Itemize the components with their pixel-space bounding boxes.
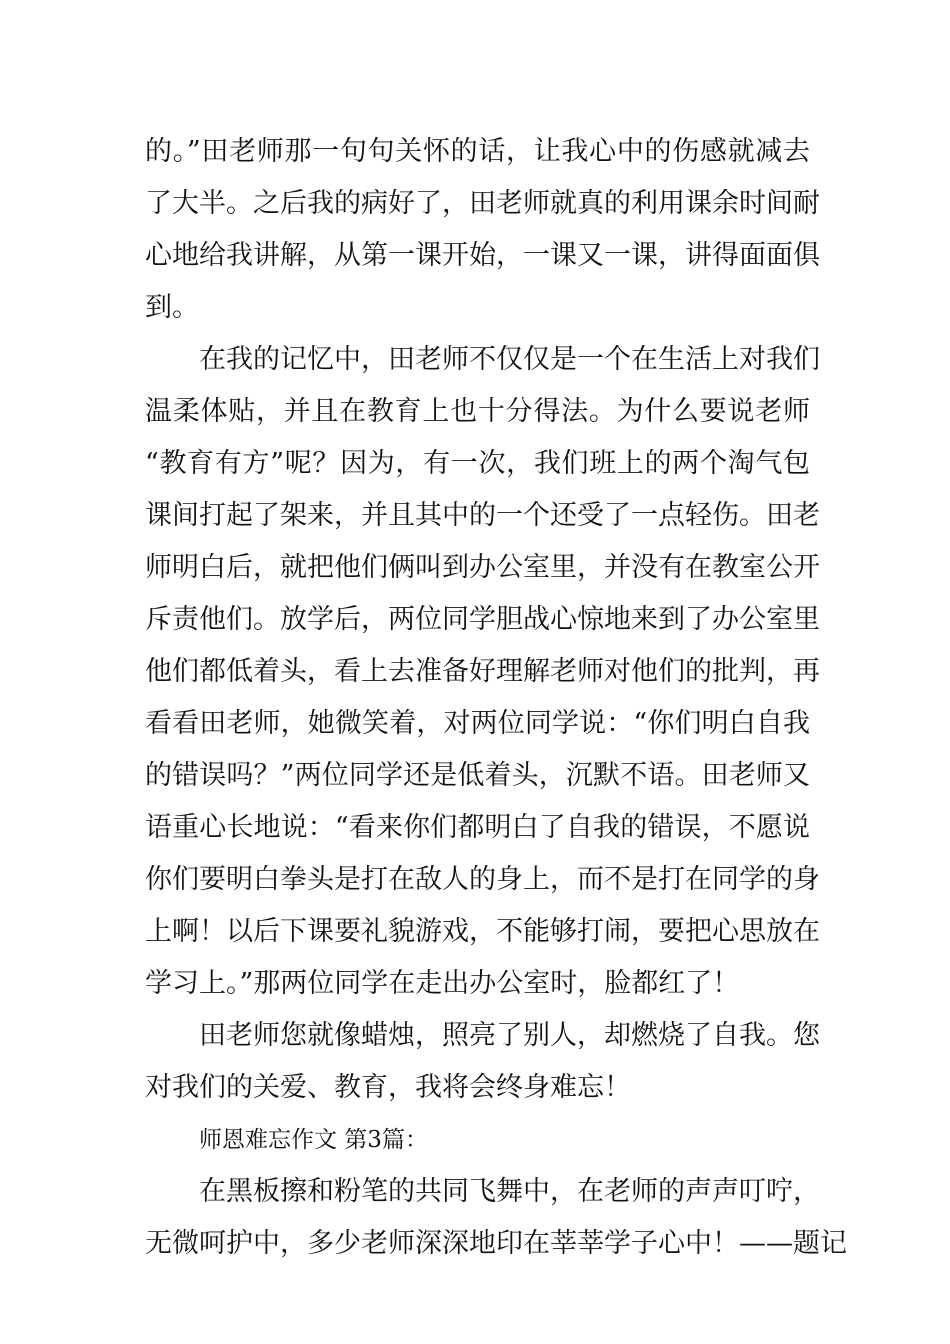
section-heading-text: 师恩难忘作文 第3篇： <box>199 1127 428 1153</box>
document-body <box>145 126 847 1270</box>
text-line: 心地给我讲解，从第一课开始，一课又一课，讲得面面俱 <box>145 240 820 271</box>
text-line: 在我的记忆中，田老师不仅仅是一个在生活上对我们 <box>199 344 820 375</box>
paragraph-3 <box>145 1010 820 1114</box>
text-line: 到。 <box>145 292 199 323</box>
text-line: 学习上。”那两位同学在走出办公室时，脸都红了！ <box>145 968 740 999</box>
text-line: 无微呵护中，多少老师深深地印在莘莘学子心中！——题记 <box>145 1228 847 1259</box>
text-line: 看看田老师，她微笑着，对两位同学说：“你们明白自我 <box>145 708 810 739</box>
text-line: 的。”田老师那一句句关怀的话，让我心中的伤感就减去 <box>145 136 810 167</box>
text-line: 在黑板擦和粉笔的共同飞舞中，在老师的声声叮咛， <box>199 1176 820 1207</box>
paragraph-1 <box>145 126 820 334</box>
text-line: 上啊！以后下课要礼貌游戏，不能够打闹，要把心思放在 <box>145 916 820 947</box>
text-line: 语重心长地说：“看来你们都明白了自我的错误，不愿说 <box>145 812 810 843</box>
text-line: 温柔体贴，并且在教育上也十分得法。为什么要说老师 <box>145 396 810 427</box>
section-heading <box>145 1114 810 1166</box>
paragraph-2 <box>145 334 820 1010</box>
text-line: 田老师您就像蜡烛，照亮了别人，却燃烧了自我。您 <box>199 1020 820 1051</box>
text-line: 对我们的关爱、教育，我将会终身难忘！ <box>145 1072 631 1103</box>
text-line: 的错误吗？”两位同学还是低着头，沉默不语。田老师又 <box>145 760 810 791</box>
text-line: “教育有方”呢？因为，有一次，我们班上的两个淘气包 <box>145 448 810 479</box>
text-line: 课间打起了架来，并且其中的一个还受了一点轻伤。田老 <box>145 500 820 531</box>
paragraph-4 <box>145 1166 847 1270</box>
text-line: 他们都低着头，看上去准备好理解老师对他们的批判，再 <box>145 656 820 687</box>
text-line: 斥责他们。放学后，两位同学胆战心惊地来到了办公室里 <box>145 604 820 635</box>
text-line: 了大半。之后我的病好了，田老师就真的利用课余时间耐 <box>145 188 820 219</box>
text-line: 你们要明白拳头是打在敌人的身上，而不是打在同学的身 <box>145 864 820 895</box>
text-line: 师明白后，就把他们俩叫到办公室里，并没有在教室公开 <box>145 552 820 583</box>
